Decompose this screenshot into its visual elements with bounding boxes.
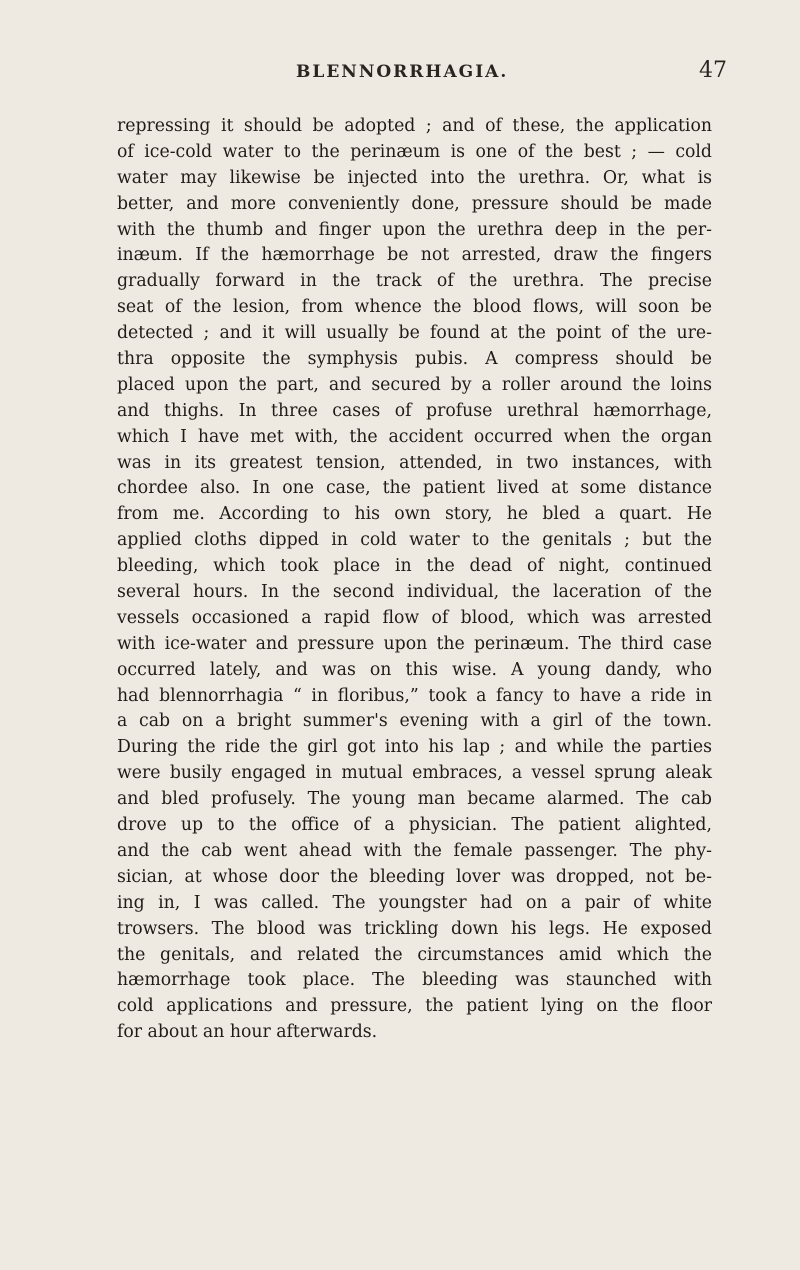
text-line: were busily engaged in mutual embraces, a vessel sprung aleak <box>117 763 712 784</box>
text-line: better, and more conveniently done, pressure should be made <box>117 193 712 214</box>
text-line: was in its greatest tension, attended, in two instances, with <box>117 452 712 473</box>
text-line: and thighs. In three cases of profuse urethral hæmorrhage, <box>117 400 712 421</box>
text-line: the genitals, and related the circumstances amid which the <box>117 944 712 965</box>
text-line: applied cloths dipped in cold water to the genitals ; but the <box>117 530 712 551</box>
text-line: from me. According to his own story, he bled a quart. He <box>117 504 712 525</box>
text-line-last: for about an hour afterwards. <box>117 1022 378 1043</box>
text-line: During the ride the girl got into his lap ; and while the parties <box>117 737 712 758</box>
page-number: 47 <box>699 58 727 83</box>
text-line: which I have met with, the accident occurred when the organ <box>117 426 712 447</box>
text-line: sician, at whose door the bleeding lover was dropped, not be- <box>117 866 712 887</box>
text-line: vessels occasioned a rapid flow of blood, which was arrested <box>117 607 712 628</box>
text-line: gradually forward in the track of the urethra. The precise <box>117 271 712 292</box>
text-line: with ice-water and pressure upon the perinæum. The third case <box>117 633 712 654</box>
text-line: chordee also. In one case, the patient lived at some distance <box>117 478 712 499</box>
text-line: a cab on a bright summer's evening with a girl of the town. <box>117 711 712 732</box>
text-line: and the cab went ahead with the female passenger. The phy- <box>117 840 712 861</box>
text-line: ing in, I was called. The youngster had on a pair of white <box>117 892 712 913</box>
running-title: BLENNORRHAGIA. <box>296 62 509 82</box>
text-line: drove up to the office of a physician. The patient alighted, <box>117 815 712 836</box>
text-line: had blennorrhagia “ in floribus,” took a fancy to have a ride in <box>117 685 712 706</box>
running-head <box>0 58 800 88</box>
text-line: thra opposite the symphysis pubis. A compress should be <box>117 349 712 370</box>
text-line: cold applications and pressure, the patient lying on the floor <box>117 996 712 1017</box>
text-line: occurred lately, and was on this wise. A young dandy, who <box>117 659 712 680</box>
text-line: bleeding, which took place in the dead of night, continued <box>117 556 712 577</box>
text-line: several hours. In the second individual, the laceration of the <box>117 582 712 603</box>
text-line: inæum. If the hæmorrhage be not arrested, draw the fingers <box>117 245 712 266</box>
text-line: seat of the lesion, from whence the blood flows, will soon be <box>117 297 712 318</box>
text-line: repressing it should be adopted ; and of these, the application <box>117 116 712 136</box>
text-line: placed upon the part, and secured by a roller around the loins <box>117 374 712 395</box>
text-line: and bled profusely. The young man became alarmed. The cab <box>117 789 712 810</box>
text-line: detected ; and it will usually be found at the point of the ure- <box>117 323 712 344</box>
text-line: trowsers. The blood was trickling down his legs. He exposed <box>117 918 712 939</box>
text-line: with the thumb and finger upon the urethra deep in the per- <box>117 219 712 240</box>
text-line: of ice-cold water to the perinæum is one of the best ; — cold <box>117 141 712 162</box>
text-line: hæmorrhage took place. The bleeding was staunched with <box>117 970 712 991</box>
body-text <box>117 114 712 1046</box>
text-line: water may likewise be injected into the urethra. Or, what is <box>117 167 712 188</box>
